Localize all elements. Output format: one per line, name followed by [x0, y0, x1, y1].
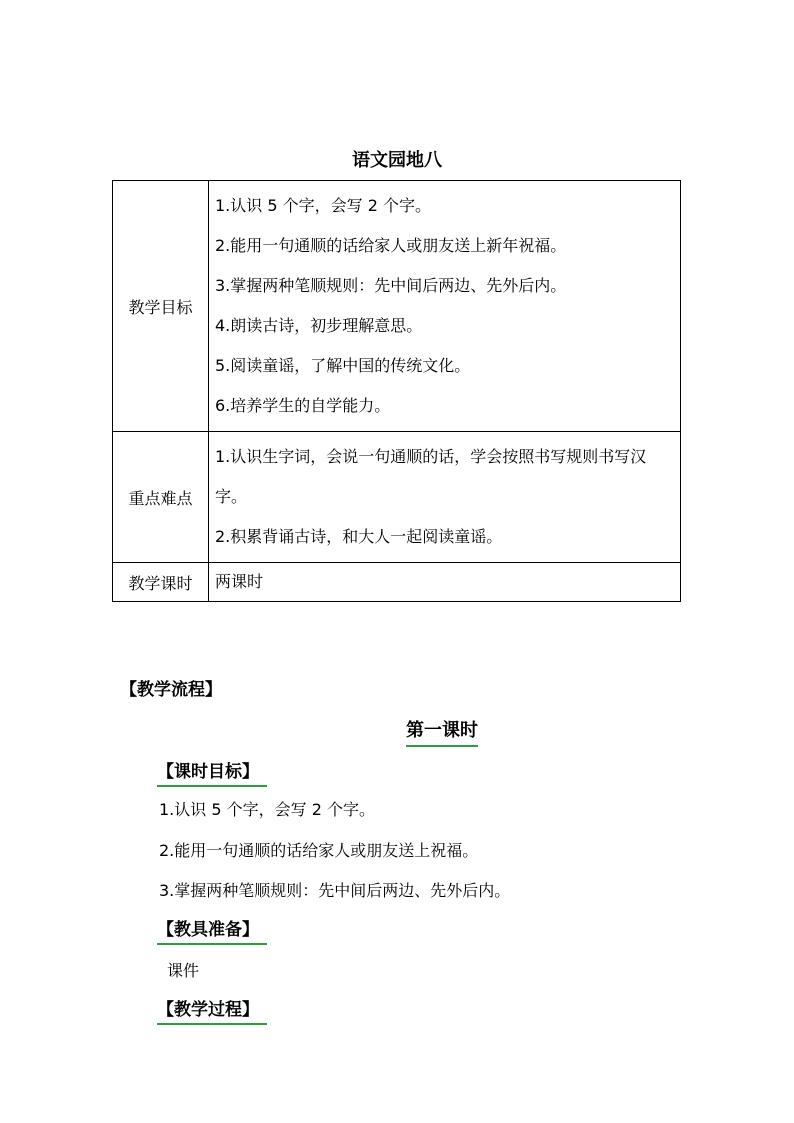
objective-item: 1.认识 5 个字，会写 2 个字。 [159, 800, 375, 819]
table-row-key-points [113, 432, 681, 563]
table-row-hours [113, 563, 681, 602]
key-point-item: 2.积累背诵古诗，和大人一起阅读童谣。 [215, 527, 503, 546]
lesson-info-table [112, 180, 681, 602]
table-row-goals [113, 181, 681, 432]
process-heading: 【教学过程】 [157, 998, 267, 1025]
goals-content [209, 181, 681, 432]
hours-label: 教学课时 [113, 563, 209, 602]
goal-item: 3.掌握两种笔顺规则：先中间后两边、先外后内。 [215, 276, 567, 295]
key-points-content [209, 432, 681, 563]
goal-item: 4.朗读古诗，初步理解意思。 [215, 316, 423, 335]
key-point-item: 1.认识生字词，会说一句通顺的话，学会按照书写规则书写汉字。 [215, 447, 647, 506]
goals-label: 教学目标 [113, 181, 209, 432]
hours-value: 两课时 [209, 563, 681, 602]
objective-item: 3.掌握两种笔顺规则：先中间后两边、先外后内。 [159, 881, 511, 900]
prep-item: 课件 [167, 961, 200, 980]
key-points-label: 重点难点 [113, 432, 209, 563]
goal-item: 6.培养学生的自学能力。 [215, 396, 391, 415]
page-title: 语文园地八 [352, 150, 442, 171]
goal-item: 2.能用一句通顺的话给家人或朋友送上新年祝福。 [215, 236, 567, 255]
lesson-title: 第一课时 [406, 718, 478, 747]
goal-item: 5.阅读童谣，了解中国的传统文化。 [215, 356, 471, 375]
teaching-flow-heading: 【教学流程】 [120, 680, 222, 700]
objectives-heading: 【课时目标】 [157, 760, 267, 787]
goal-item: 1.认识 5 个字，会写 2 个字。 [215, 196, 431, 215]
objective-item: 2.能用一句通顺的话给家人或朋友送上祝福。 [159, 841, 479, 860]
prep-heading: 【教具准备】 [157, 918, 267, 945]
